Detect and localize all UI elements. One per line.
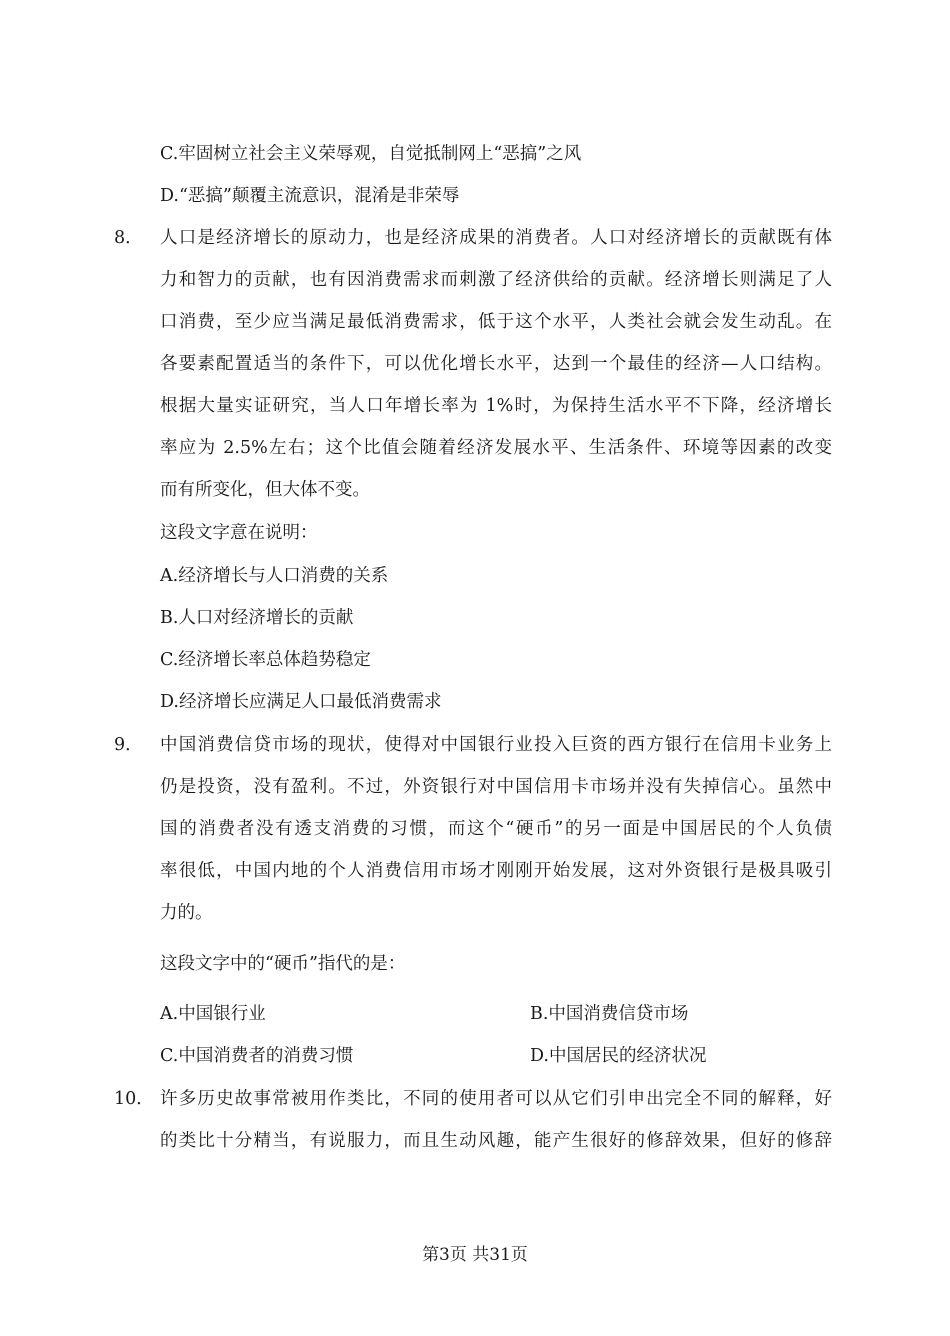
q9-passage-line: 国的消费者没有透支消费的习惯，而这个“硬币”的另一面是中国居民的个人负债	[160, 819, 832, 839]
q9-passage-line: 仍是投资，没有盈利。不过，外资银行对中国信用卡市场并没有失掉信心。虽然中	[160, 777, 832, 797]
q9-option-d: D.中国居民的经济状况	[530, 1046, 707, 1066]
q9-option-c: C.中国消费者的消费习惯	[160, 1046, 354, 1066]
q8-passage-line: 根据大量实证研究，当人口年增长率为 1%时，为保持生活水平不下降，经济增长	[160, 396, 832, 416]
q8-option-a: A.经济增长与人口消费的关系	[160, 566, 389, 586]
q8-question: 这段文字意在说明：	[160, 523, 318, 543]
q8-passage-line: 率应为 2.5%左右；这个比值会随着经济发展水平、生活条件、环境等因素的改变	[160, 438, 832, 458]
q7-option-c: C.牢固树立社会主义荣辱观，自觉抵制网上“恶搞”之风	[160, 144, 582, 164]
q9-question: 这段文字中的“硬币”指代的是：	[160, 954, 406, 974]
q10-passage-line: 许多历史故事常被用作类比，不同的使用者可以从它们引申出完全不同的解释，好	[160, 1089, 832, 1109]
q9-passage-line: 力的。	[160, 903, 213, 923]
q8-option-c: C.经济增长率总体趋势稳定	[160, 650, 371, 670]
q8-option-b: B.人口对经济增长的贡献	[160, 608, 354, 628]
q8-number: 8．	[114, 228, 143, 248]
q8-passage-line: 而有所变化，但大体不变。	[160, 480, 370, 500]
q9-option-a: A.中国银行业	[160, 1004, 266, 1024]
q8-passage-line: 口消费，至少应当满足最低消费需求，低于这个水平，人类社会就会发生动乱。在	[160, 312, 832, 332]
q9-option-b: B.中国消费信贷市场	[530, 1004, 689, 1024]
q9-number: 9．	[114, 735, 143, 755]
page-footer: 第3页 共31页	[422, 1245, 528, 1265]
q7-option-d: D.“恶搞”颠覆主流意识，混淆是非荣辱	[160, 186, 460, 206]
q8-option-d: D.经济增长应满足人口最低消费需求	[160, 692, 442, 712]
q8-passage-line: 人口是经济增长的原动力，也是经济成果的消费者。人口对经济增长的贡献既有体	[160, 228, 832, 248]
q9-passage-line: 中国消费信贷市场的现状，使得对中国银行业投入巨资的西方银行在信用卡业务上	[160, 735, 832, 755]
q9-passage-line: 率很低，中国内地的个人消费信用市场才刚刚开始发展，这对外资银行是极具吸引	[160, 861, 832, 881]
q10-number: 10．	[114, 1089, 154, 1109]
q8-passage-line: 力和智力的贡献，也有因消费需求而刺激了经济供给的贡献。经济增长则满足了人	[160, 270, 832, 290]
q10-passage-line: 的类比十分精当，有说服力，而且生动风趣，能产生很好的修辞效果，但好的修辞	[160, 1131, 832, 1151]
q8-passage-line: 各要素配置适当的条件下，可以优化增长水平，达到一个最佳的经济—人口结构。	[160, 354, 832, 374]
